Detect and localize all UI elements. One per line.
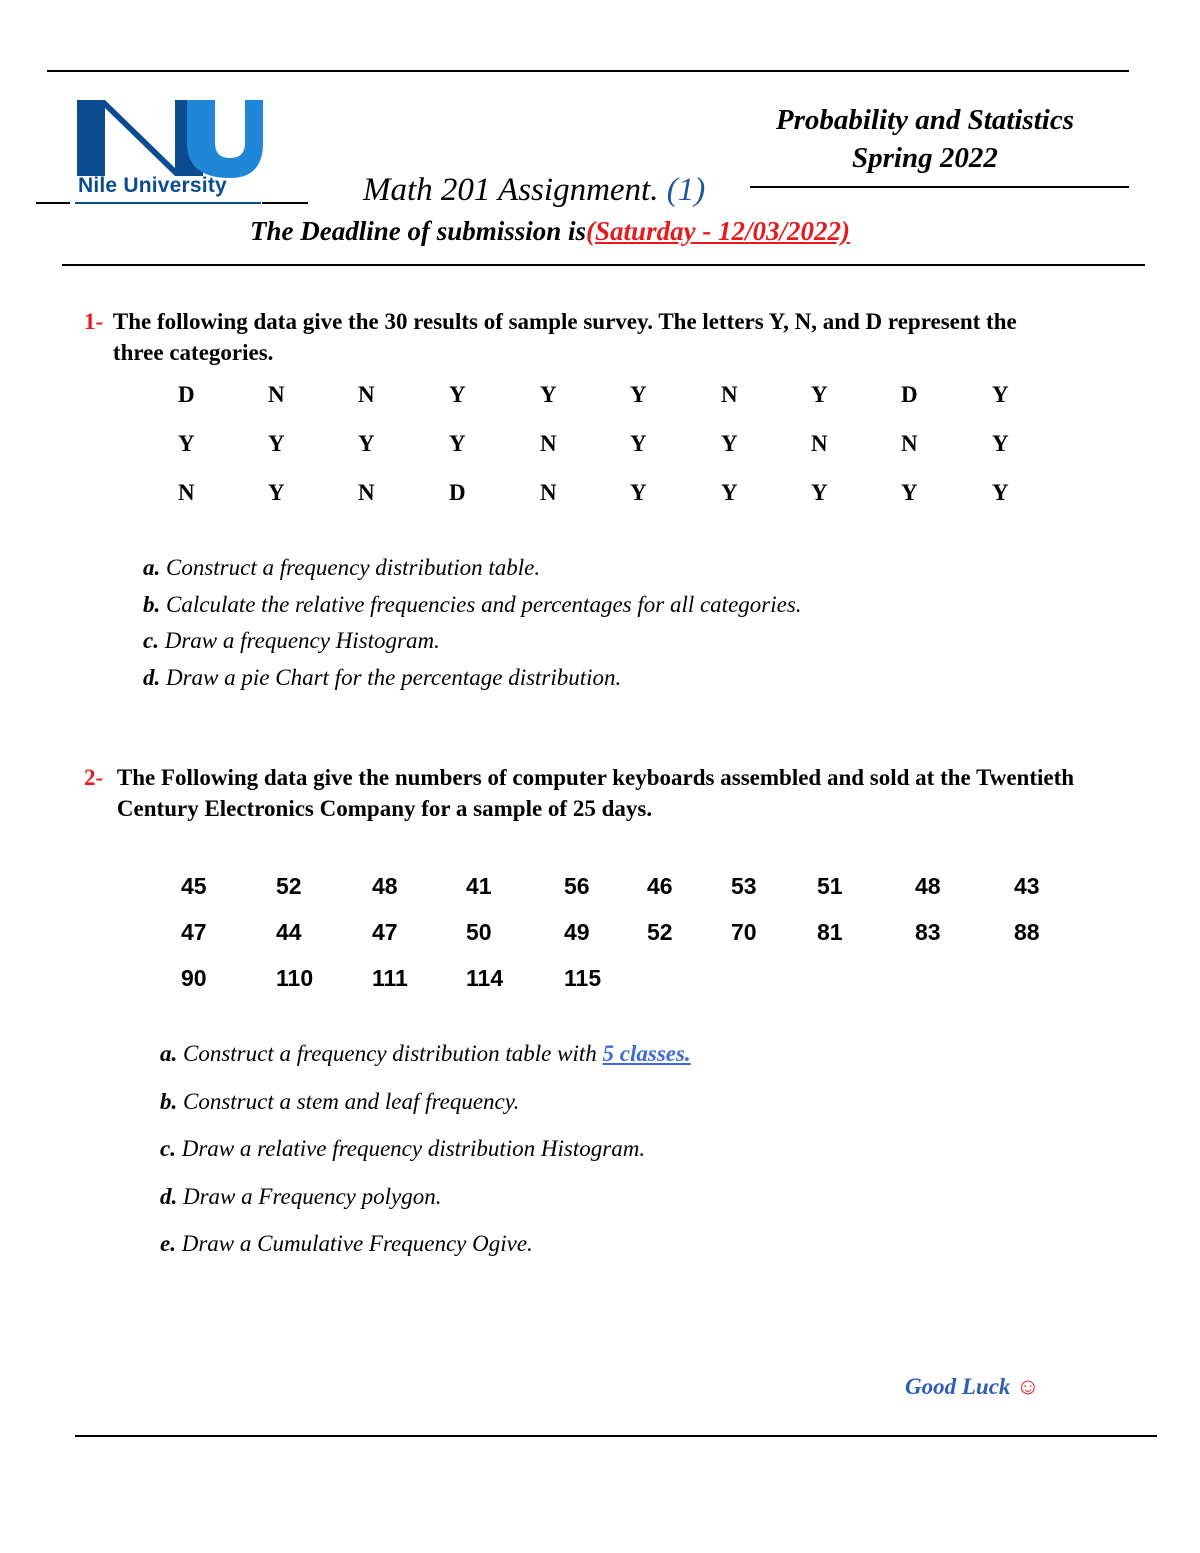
q1-data-cell: Y [992,480,1009,505]
good-luck [905,1374,1040,1400]
part-label: c. [160,1136,176,1161]
header-rule-right [750,186,1129,188]
q2-data-cell: 48 [372,873,398,899]
q2-data-cell: 44 [276,919,302,945]
q1-data-cell: Y [992,382,1009,407]
q2-data-cell: 48 [915,873,941,899]
part-text: Draw a frequency Histogram. [158,628,440,653]
deadline-date: (Saturday - 12/03/2022) [586,216,851,246]
part-text: Calculate the relative frequencies and percentages for all categories. [160,591,802,617]
q2-data-cell: 56 [564,873,590,899]
part-text: Draw a Cumulative Frequency Ogive. [175,1231,533,1256]
q1-data-cell: N [540,480,557,505]
nu-logo-mark [75,98,265,178]
part-label: d. [160,1183,178,1209]
q1-data-cell: Y [992,431,1009,456]
question-1-number: 1- [84,309,104,334]
q1-data-cell: Y [178,431,195,456]
q2-data-cell: 49 [564,919,590,945]
question-2-text: The Following data give the numbers of computer keyboards assembled and sold at the Twentieth Century Electronics Company for a sample of 25 days. [116,765,1075,821]
q1-data-cell: Y [721,480,738,505]
q2-part-5 [160,1231,533,1257]
term: Spring 2022 [852,142,998,174]
header-bottom-rule [62,264,1145,266]
deadline-prefix: The Deadline of submission is [250,216,587,246]
assignment-title [363,172,705,209]
part-text: Draw a pie Chart for the percentage distribution. [160,664,622,690]
q1-data-cell: N [178,480,195,505]
q2-part-2 [160,1089,519,1115]
question-2-number: 2- [84,765,104,790]
q1-part-1 [143,555,540,581]
q1-data-cell: N [268,382,285,407]
q1-data-cell: Y [449,382,466,407]
q1-data-cell: Y [268,431,285,456]
part-text: Construct a frequency distribution table. [160,555,541,580]
assignment-prefix: Math 201 Assignment. [363,172,659,208]
nile-university-logo [75,98,265,206]
part-text: Construct a frequency distribution table with [177,1041,603,1066]
q2-data-cell: 52 [276,873,302,899]
q1-part-3 [143,628,440,654]
class-count-highlight: 5 classes. [602,1041,691,1066]
q2-data-cell: 41 [466,873,492,899]
q1-data-cell: Y [268,480,285,505]
part-text: Construct a stem and leaf frequency. [177,1088,520,1114]
good-luck-text: Good Luck [905,1374,1011,1399]
q1-data-cell: Y [358,431,375,456]
q2-data-cell: 43 [1014,873,1040,899]
q1-data-cell: Y [811,480,828,505]
q2-data-cell: 115 [564,965,602,991]
part-label: a. [143,555,161,580]
q2-data-cell: 52 [647,919,673,945]
header-rule-left [36,202,70,204]
q1-data-cell: N [358,480,375,505]
q2-data-cell: 88 [1014,919,1040,945]
part-label: e. [160,1231,176,1256]
footer-rule [75,1435,1157,1437]
assignment-number: (1) [666,172,706,208]
q2-part-4 [160,1184,441,1210]
part-label: c. [143,628,159,653]
q2-data-cell: 46 [647,873,673,899]
question-1-text: The following data give the 30 results of sample survey. The letters Y, N, and D represent the three categories. [112,309,1017,365]
q2-part-1 [160,1041,691,1067]
q1-data-cell: Y [540,382,557,407]
q1-part-4 [143,665,621,691]
q2-data-cell: 47 [181,919,207,945]
q2-data-cell: 90 [181,965,207,991]
part-text: Draw a relative frequency distribution Histogram. [175,1136,646,1161]
q1-part-2 [143,592,802,618]
q1-data-cell: N [358,382,375,407]
course-title: Probability and Statistics [775,104,1074,136]
logo-underline [75,202,261,204]
q1-data-cell: Y [630,431,647,456]
q2-part-3 [160,1136,645,1162]
q2-data-cell: 114 [466,965,504,991]
q2-data-cell: 83 [915,919,941,945]
q2-data-cell: 110 [276,965,314,991]
q1-data-cell: Y [630,480,647,505]
q1-data-cell: Y [811,382,828,407]
q2-data-cell: 81 [817,919,843,945]
part-label: b. [143,591,161,617]
q1-data-cell: D [178,382,195,407]
q2-data-cell: 50 [466,919,492,945]
q1-data-cell: Y [901,480,918,505]
top-rule [47,70,1129,72]
logo-wordmark: Nile University [78,174,227,197]
smiley-icon: ☺ [1016,1374,1040,1399]
q1-data-cell: D [449,480,466,505]
q1-data-cell: N [540,431,557,456]
q1-data-cell: N [811,431,828,456]
q1-data-cell: Y [630,382,647,407]
q2-data-cell: 51 [817,873,843,899]
q2-data-cell: 47 [372,919,398,945]
part-label: d. [143,664,161,690]
q1-data-cell: D [901,382,918,407]
q1-data-cell: N [901,431,918,456]
q2-data-cell: 111 [372,965,408,991]
course-info [776,101,1074,177]
q1-data-cell: Y [721,431,738,456]
deadline-line [250,216,850,247]
question-1 [84,306,1084,368]
q1-data-cell: Y [449,431,466,456]
q2-data-cell: 70 [731,919,757,945]
part-label: a. [160,1041,178,1066]
q2-data-cell: 45 [181,873,207,899]
q2-data-cell: 53 [731,873,757,899]
header-rule-mid [262,202,308,204]
q1-data-cell: N [721,382,738,407]
question-2 [84,762,1114,824]
part-text: Draw a Frequency polygon. [177,1183,442,1209]
part-label: b. [160,1088,178,1114]
